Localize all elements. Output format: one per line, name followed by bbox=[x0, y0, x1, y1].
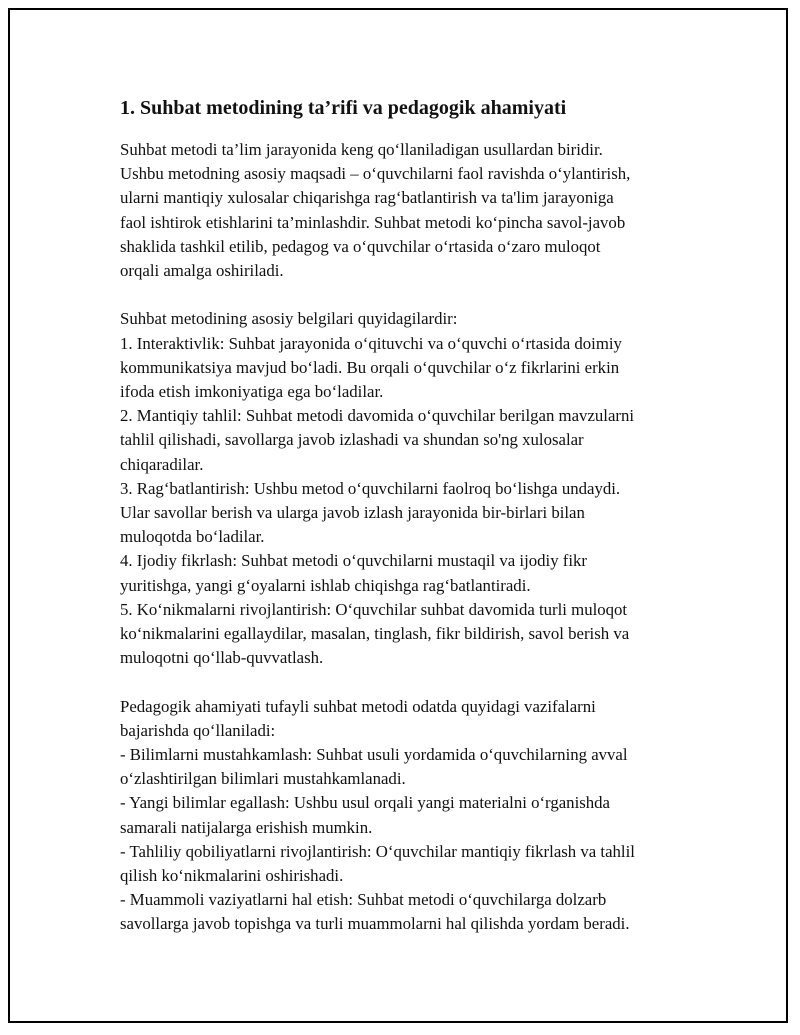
list-item-line: Ular savollar berish va ularga javob izlash jarayonida bir-birlari bilan bbox=[120, 503, 585, 523]
section-heading: 1. Suhbat metodining ta’rifi va pedagogik ahamiyati bbox=[120, 97, 567, 119]
list-item-line: kommunikatsiya mavjud bo‘ladi. Bu orqali o‘quvchilar o‘z fikrlarini erkin bbox=[120, 357, 620, 377]
text-line: shaklida tashkil etilib, pedagog va o‘quvchilar o‘rtasida o‘zaro muloqot bbox=[120, 236, 601, 256]
list-item-line: tahlil qilishadi, savollarga javob izlashadi va shundan so'ng xulosalar bbox=[120, 430, 584, 450]
list-item-line: ko‘nikmalarini egallaydilar, masalan, tinglash, fikr bildirish, savol berish va bbox=[120, 624, 630, 644]
list-item-line: samarali natijalarga erishish mumkin. bbox=[120, 817, 373, 837]
list-item-line: - Yangi bilimlar egallash: Ushbu usul orqali yangi materialni o‘rganishda bbox=[120, 793, 610, 813]
text-line: bajarishda qo‘llaniladi: bbox=[120, 720, 276, 740]
text-line: Suhbat metodi ta’lim jarayonida keng qo‘llaniladigan usullardan biridir. bbox=[120, 140, 603, 159]
list-item-line: 4. Ijodiy fikrlash: Suhbat metodi o‘quvchilarni mustaqil va ijodiy fikr bbox=[120, 551, 588, 571]
list-item-line: yuritishga, yangi g‘oyalarni ishlab chiqishga rag‘batlantiradi. bbox=[120, 575, 531, 595]
list-item-line: ifoda etish imkoniyatiga ega bo‘ladilar. bbox=[120, 382, 384, 402]
text-line: orqali amalga oshiriladi. bbox=[120, 261, 284, 281]
text-line: Pedagogik ahamiyati tufayli suhbat metodi odatda quyidagi vazifalarni bbox=[120, 696, 596, 716]
list-item-line: - Muammoli vaziyatlarni hal etish: Suhbat metodi o‘quvchilarga dolzarb bbox=[120, 890, 607, 910]
paragraph-features bbox=[120, 307, 700, 670]
list-item-line: savollarga javob topishga va turli muammolarni hal qilishda yordam beradi. bbox=[120, 914, 630, 934]
text-line: faol ishtirok etishlarini ta’minlashdir. Suhbat metodi ko‘pincha savol-javob bbox=[120, 212, 626, 232]
paragraph-gap bbox=[120, 670, 700, 694]
list-item-line: 3. Rag‘batlantirish: Ushbu metod o‘quvchilarni faolroq bo‘lishga undaydi. bbox=[120, 478, 621, 498]
list-item-line: - Bilimlarni mustahkamlash: Suhbat usuli yordamida o‘quvchilarning avval bbox=[120, 745, 628, 765]
text-line: Ushbu metodning asosiy maqsadi – o‘quvchilarni faol ravishda o‘ylantirish, bbox=[120, 164, 631, 184]
document-content bbox=[120, 94, 700, 937]
paragraph-definition bbox=[120, 138, 700, 283]
list-item-line: 5. Ko‘nikmalarni rivojlantirish: O‘quvchilar suhbat davomida turli muloqot bbox=[120, 599, 628, 619]
list-item-line: o‘zlashtirilgan bilimlari mustahkamlanadi. bbox=[120, 769, 406, 789]
list-item-line: - Tahliliy qobiliyatlarni rivojlantirish: O‘quvchilar mantiqiy fikrlash va tahlil bbox=[120, 841, 635, 861]
paragraph-significance bbox=[120, 695, 700, 937]
list-item-line: chiqaradilar. bbox=[120, 454, 204, 474]
list-item-line: muloqotda bo‘ladilar. bbox=[120, 527, 265, 547]
list-item-line: 1. Interaktivlik: Suhbat jarayonida o‘qituvchi va o‘quvchi o‘rtasida doimiy bbox=[120, 333, 622, 353]
page-frame bbox=[8, 8, 788, 1023]
list-item-line: qilish ko‘nikmalarini oshirishadi. bbox=[120, 866, 344, 886]
text-line: Suhbat metodining asosiy belgilari quyidagilardir: bbox=[120, 309, 458, 329]
list-item-line: muloqotni qo‘llab-quvvatlash. bbox=[120, 648, 324, 668]
list-item-line: 2. Mantiqiy tahlil: Suhbat metodi davomida o‘quvchilar berilgan mavzularni bbox=[120, 406, 635, 426]
text-line: ularni mantiqiy xulosalar chiqarishga rag‘batlantirish va ta'lim jarayoniga bbox=[120, 188, 614, 208]
paragraph-gap bbox=[120, 283, 700, 307]
